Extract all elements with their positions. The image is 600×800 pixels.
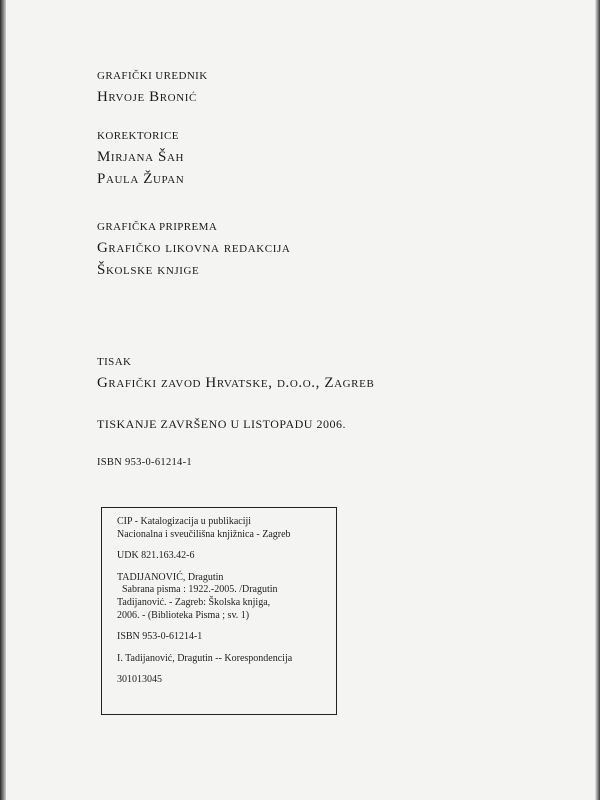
isbn: ISBN 953-0-61214-1 [97,457,192,468]
cip-isbn: ISBN 953-0-61214-1 [117,631,203,643]
printing-value: Grafički zavod Hrvatske, d.o.o., Zagreb [97,375,375,391]
cip-entry-line: Sabrana pisma : 1922.-2005. /Dragutin [122,584,278,596]
cip-record-box [101,507,337,715]
graphic-editor-label: GRAFIČKI UREDNIK [97,70,208,82]
proofreaders-label: KOREKTORICE [97,130,179,142]
page-edge-shadow-left [0,0,6,800]
prepress-section [97,221,290,280]
proofreader-name: Mirjana Šah [97,149,185,165]
cip-header-line: CIP - Katalogizacija u publikaciji [117,516,252,527]
cip-entry-line: Tadijanović. - Zagreb: Školska knjiga, [117,596,271,608]
cip-udk: UDK 821.163.42-6 [117,550,195,562]
prepress-line: Školske knjige [97,262,200,278]
printing-section [97,356,374,393]
cip-header-line: Nacionalna i sveučilišna knjižnica - Zagreb [117,528,291,540]
prepress-line: Grafičko likovna redakcija [97,240,291,256]
cip-entry-line: TADIJANOVIĆ, Dragutin [117,571,224,583]
graphic-editor-name: Hrvoje Bronić [97,89,197,105]
cip-subject: I. Tadijanović, Dragutin -- Korespondencija [117,652,293,664]
cip-entry-line: 2006. - (Biblioteka Pisma ; sv. 1) [117,609,250,621]
cip-number: 301013045 [117,674,162,686]
prepress-label: GRAFIČKA PRIPREMA [97,221,218,233]
printing-completed: TISKANJE ZAVRŠENO U LISTOPADU 2006. [97,417,346,431]
proofreaders-section [97,130,184,189]
graphic-editor-section [97,70,208,107]
printing-label: TISAK [97,356,132,368]
proofreader-name: Paula Župan [97,171,185,187]
page-edge-shadow-right [595,0,600,800]
